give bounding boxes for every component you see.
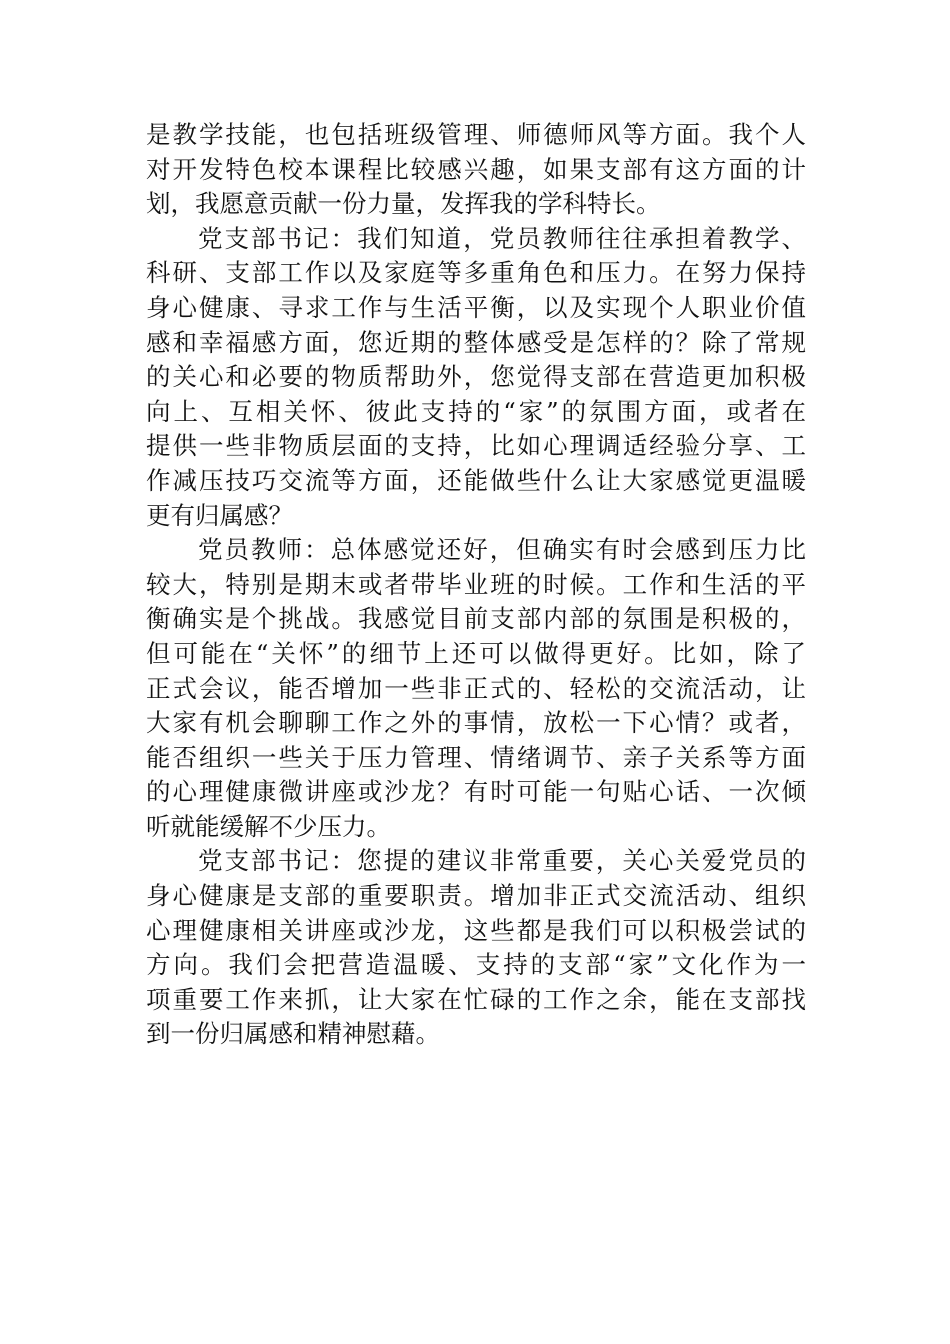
text-line: 科研、支部工作以及家庭等多重角色和压力。在努力保持 [146,258,806,288]
text-line: 正式会议，能否增加一些非正式的、轻松的交流活动，让 [146,673,806,703]
text-line: 听就能缓解不少压力。 [146,811,391,841]
text-line: 作减压技巧交流等方面，还能做些什么让大家感觉更温暖 [146,465,806,495]
text-line: 心理健康相关讲座或沙龙，这些都是我们可以积极尝试的 [146,915,806,945]
text-line: 身心健康是支部的重要职责。增加非正式交流活动、组织 [146,881,806,911]
text-line: 能否组织一些关于压力管理、情绪调节、亲子关系等方面 [146,742,806,772]
text-line: 向上、互相关怀、彼此支持的“家”的氛围方面，或者在 [146,396,806,426]
text-line: 较大，特别是期末或者带毕业班的时候。工作和生活的平 [146,569,806,599]
text-line: 的关心和必要的物质帮助外，您觉得支部在营造更加积极 [146,362,806,392]
text-line: 感和幸福感方面，您近期的整体感受是怎样的？除了常规 [146,327,806,357]
document-body [146,118,806,1052]
text-line: 是教学技能，也包括班级管理、师德师风等方面。我个人 [146,120,806,149]
text-line: 对开发特色校本课程比较感兴趣，如果支部有这方面的计 [146,154,806,184]
text-line: 大家有机会聊聊工作之外的事情，放松一下心情？或者， [146,708,806,738]
text-line: 的心理健康微讲座或沙龙？有时可能一句贴心话、一次倾 [146,777,806,807]
text-line: 项重要工作来抓，让大家在忙碌的工作之余，能在支部找 [146,984,806,1014]
text-line: 方向。我们会把营造温暖、支持的支部“家”文化作为一 [146,950,806,980]
text-line: 衡确实是个挑战。我感觉目前支部内部的氛围是积极的， [146,604,806,634]
text-line: 划，我愿意贡献一份力量，发挥我的学科特长。 [146,189,661,219]
text-line: 更有归属感？ [146,500,293,530]
text-line: 但可能在“关怀”的细节上还可以做得更好。比如，除了 [146,638,806,668]
text-line: 党支部书记：我们知道，党员教师往往承担着教学、 [198,223,806,253]
text-line: 提供一些非物质层面的支持，比如心理调适经验分享、工 [146,431,806,461]
text-line: 党员教师：总体感觉还好，但确实有时会感到压力比 [198,535,806,565]
text-line: 身心健康、寻求工作与生活平衡，以及实现个人职业价值 [146,292,806,322]
text-line: 党支部书记：您提的建议非常重要，关心关爱党员的 [198,846,806,876]
text-line: 到一份归属感和精神慰藉。 [146,1019,440,1049]
